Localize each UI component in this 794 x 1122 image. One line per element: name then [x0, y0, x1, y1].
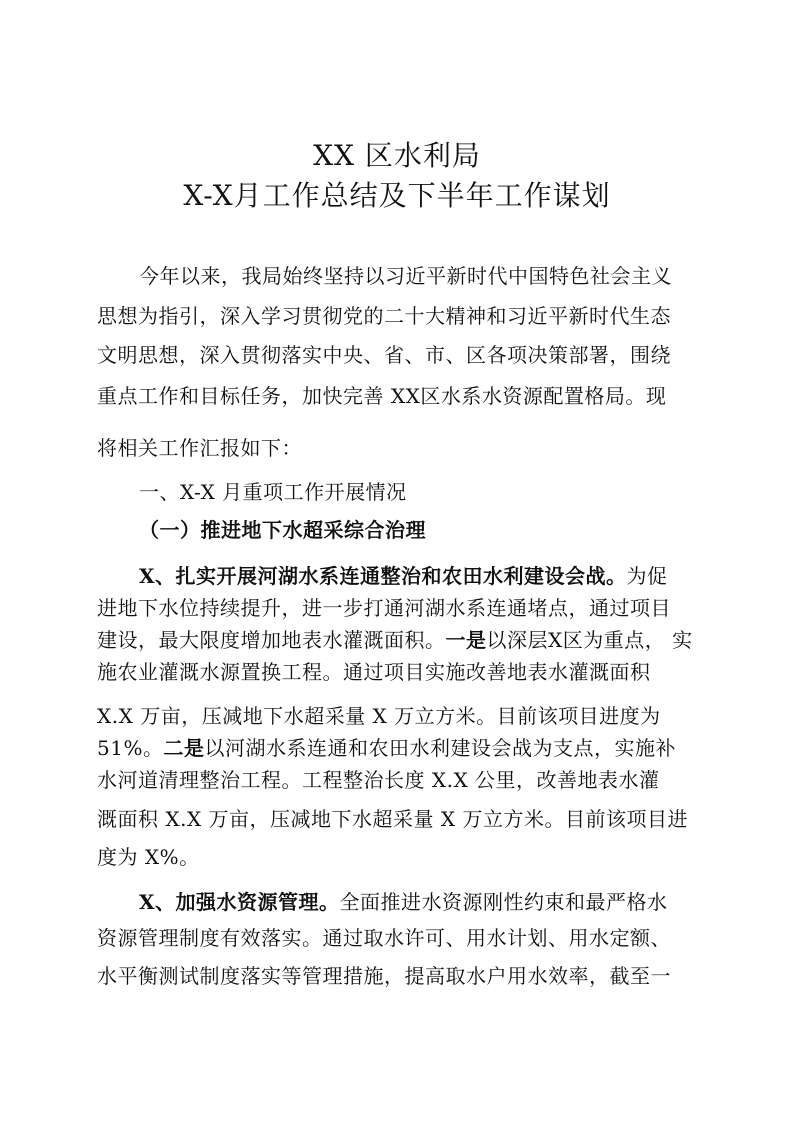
item-1-lead: X、扎实开展河湖水系连通整治和农田水利建设会战。 — [139, 564, 627, 588]
subsection-heading-1: （一）推进地下水超采综合治理 — [139, 518, 426, 542]
section-heading-1-text: 一、X-X 月重项工作开展情况 — [139, 480, 407, 504]
item-1-line-3-rest: 以深层X区为重点， 实 — [486, 628, 693, 652]
item-1-line-8: 溉面积 X.X 万亩，压减地下水超采量 X 万立方米。目前该项目进 — [97, 807, 689, 831]
item-2-lead: X、加强水资源管理。 — [139, 890, 340, 914]
item-1-line-4: 施农业灌溉水源置换工程。通过项目实施改善地表水灌溉面积 — [97, 660, 651, 684]
item-1-line-9: 度为 X%。 — [97, 845, 200, 869]
intro-line-4: 重点工作和目标任务，加快完善 XX区水系水资源配置格局。现 — [97, 384, 667, 408]
item-1-line-6 — [97, 734, 699, 762]
document-title-line-1: XX 区水利局 — [313, 139, 481, 172]
item-2-line-1 — [97, 888, 699, 916]
intro-line-2: 思想为指引，深入学习贯彻党的二十大精神和习近平新时代生态 — [97, 304, 671, 328]
item-1-line-7: 水河道清理整治工程。工程整治长度 X.X 公里，改善地表水灌 — [97, 768, 660, 792]
item-1-second-point: 二是 — [163, 736, 205, 760]
item-1-line-3-text: 建设，最大限度增加地表水灌溉面积。 — [97, 628, 446, 652]
intro-line-3: 文明思想，深入贯彻落实中央、省、市、区各项决策部署，围绕 — [97, 343, 671, 367]
document-title-line-2: X-X月工作总结及下半年工作谋划 — [183, 179, 611, 212]
item-2-line-2: 资源管理制度有效落实。通过取水许可、用水计划、用水定额、 — [97, 926, 671, 950]
section-heading-1 — [97, 478, 741, 506]
intro-line-5: 将相关工作汇报如下： — [97, 436, 302, 460]
item-1-line-6-start: 51%。 — [97, 736, 164, 760]
item-2-line-3: 水平衡测试制度落实等管理措施，提高取水户用水效率，截至一 — [97, 964, 671, 988]
item-1-first-point: 一是 — [445, 628, 487, 652]
intro-line-1: 今年以来，我局始终坚持以习近平新时代中国特色社会主义 — [139, 264, 672, 288]
item-1-line-2: 进地下水位持续提升，进一步打通河湖水系连通堵点，通过项目 — [97, 596, 671, 620]
item-1-line-6-rest: 以河湖水系连通和农田水利建设会战为支点，实施补 — [204, 736, 676, 760]
item-2-line-1-rest: 全面推进水资源刚性约束和最严格水 — [339, 890, 668, 914]
item-1-line-1 — [97, 562, 699, 590]
item-1-line-1-rest: 为促 — [626, 564, 668, 588]
item-1-line-5: X.X 万亩，压减地下水超采量 X 万立方米。目前该项目进度为 — [97, 704, 661, 728]
item-1-line-3 — [97, 626, 699, 654]
